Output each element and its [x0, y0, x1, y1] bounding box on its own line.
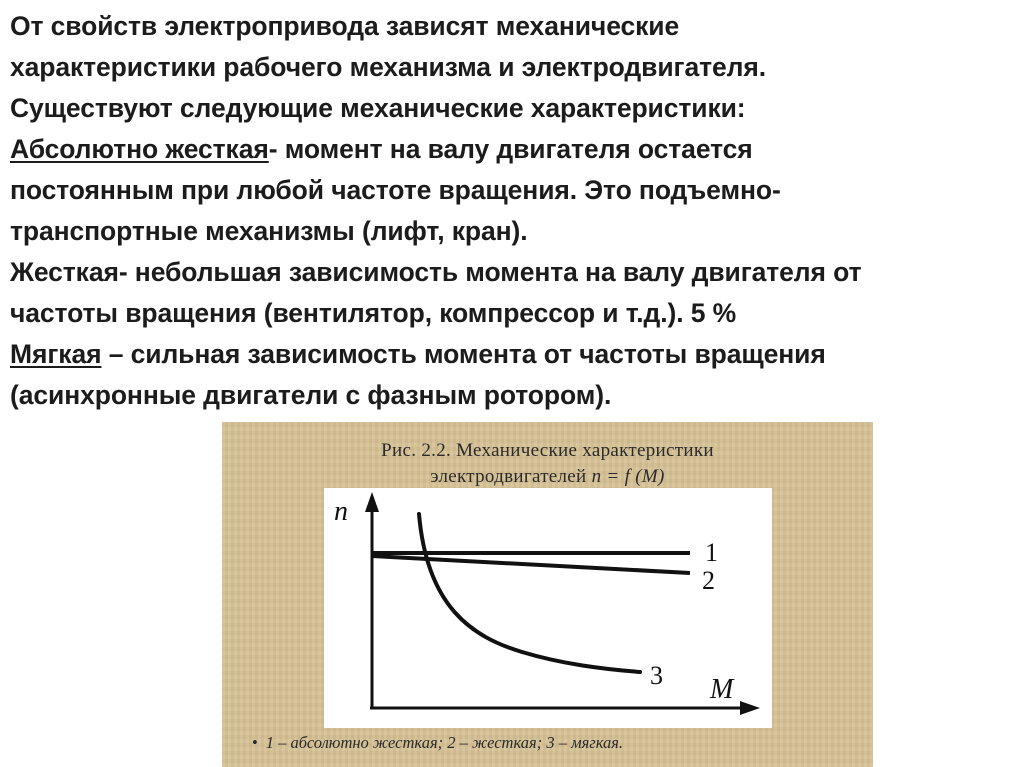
y-axis-arrow	[365, 492, 379, 512]
slide-text-line	[10, 170, 1018, 211]
slide-text-line	[10, 47, 1018, 88]
figure-caption-formula: n = f (M)	[591, 466, 665, 487]
figure-panel	[222, 422, 873, 767]
curve-3-soft	[419, 514, 640, 672]
text-segment: постоянным при любой частоте вращения. Это подъемно-	[10, 175, 781, 205]
figure-caption-text: электродвигателей	[430, 466, 592, 487]
characteristics-diagram	[222, 422, 873, 767]
term-underlined: Мягкая	[10, 339, 102, 369]
text-segment: - момент на валу двигателя остается	[268, 134, 753, 164]
slide-text-line	[10, 211, 1018, 252]
y-axis-label: n	[334, 496, 348, 527]
legend-bullet: •	[252, 733, 258, 752]
slide-text-line	[10, 6, 1018, 47]
curve-2-rigid	[372, 556, 690, 573]
term-underlined: Абсолютно жесткая	[10, 134, 269, 164]
text-segment: – сильная зависимость момента от частоты вращения	[101, 339, 826, 369]
text-segment: Существуют следующие механические характеристики:	[10, 93, 746, 123]
text-segment: характеристики рабочего механизма и электродвигателя.	[10, 52, 766, 82]
curve-1-label: 1	[705, 538, 718, 567]
slide-text-line	[10, 334, 1018, 375]
text-segment: (асинхронные двигатели с фазным ротором).	[10, 380, 612, 410]
slide-text-line	[10, 375, 1018, 416]
text-segment: транспортные механизмы (лифт, кран).	[10, 216, 528, 246]
slide-text-line	[10, 129, 1018, 170]
x-axis-label: M	[710, 674, 734, 705]
slide-text-line	[10, 293, 1018, 334]
slide-text-line	[10, 88, 1018, 129]
text-segment: частоты вращения (вентилятор, компрессор и т.д.). 5 %	[10, 298, 737, 328]
x-axis-arrow	[740, 701, 760, 715]
slide-text	[10, 6, 1018, 416]
slide-text-line	[10, 252, 1018, 293]
legend-text: 1 – абсолютно жесткая; 2 – жесткая; 3 – мягкая.	[265, 733, 624, 752]
figure-legend	[252, 733, 623, 753]
curve-2-label: 2	[702, 566, 715, 595]
text-segment: Жесткая- небольшая зависимость момента на валу двигателя от	[10, 257, 862, 287]
text-segment: От свойств электропривода зависят механические	[10, 11, 680, 41]
figure-caption-line1: Рис. 2.2. Механические характеристики	[381, 440, 714, 461]
curve-3-label: 3	[650, 661, 663, 690]
